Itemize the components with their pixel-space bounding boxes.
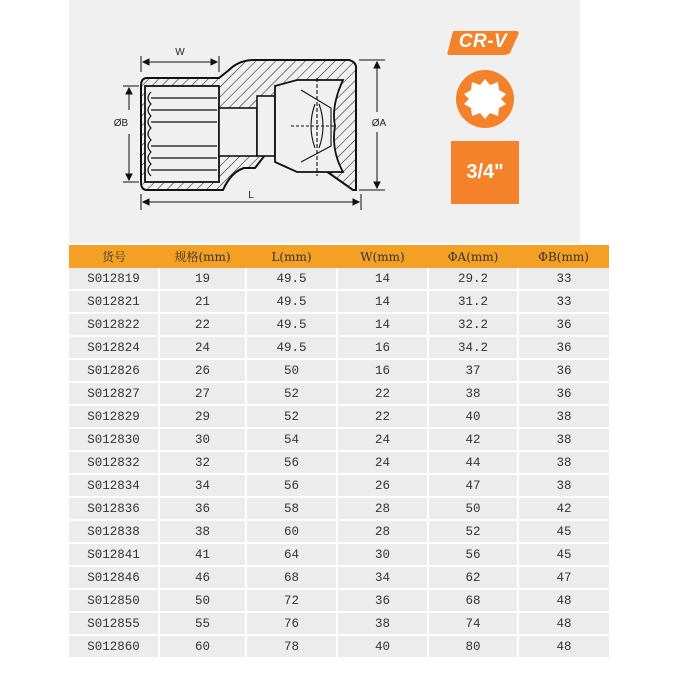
cell-length: 49.5	[246, 268, 337, 290]
cell-width: 24	[337, 451, 428, 474]
cell-diameter-a: 47	[428, 474, 518, 497]
cell-diameter-b: 36	[518, 359, 609, 382]
drive-size-badge: 3/4"	[451, 141, 519, 204]
table-header-row	[69, 245, 609, 268]
cell-diameter-a: 56	[428, 543, 518, 566]
cell-width: 24	[337, 428, 428, 451]
cell-size: 32	[159, 451, 246, 474]
table-row	[69, 474, 609, 497]
cell-diameter-b: 36	[518, 382, 609, 405]
cell-length: 72	[246, 589, 337, 612]
cell-length: 56	[246, 474, 337, 497]
cell-diameter-a: 34.2	[428, 336, 518, 359]
dim-l-label: L	[248, 190, 254, 201]
table-row	[69, 359, 609, 382]
cell-diameter-b: 38	[518, 428, 609, 451]
table-row	[69, 612, 609, 635]
center-bore	[219, 108, 257, 156]
cell-size: 34	[159, 474, 246, 497]
dim-w-label: W	[175, 47, 185, 58]
cell-size: 24	[159, 336, 246, 359]
table-row	[69, 405, 609, 428]
cell-diameter-a: 32.2	[428, 313, 518, 336]
cell-size: 55	[159, 612, 246, 635]
cell-diameter-b: 33	[518, 268, 609, 290]
material-badge-label: CR-V	[458, 31, 508, 52]
dim-a-label: ØA	[371, 118, 387, 129]
cell-diameter-a: 52	[428, 520, 518, 543]
table-row	[69, 382, 609, 405]
cell-width: 34	[337, 566, 428, 589]
cell-width: 22	[337, 405, 428, 428]
cell-part-no: S012827	[69, 382, 159, 405]
table-row	[69, 268, 609, 290]
socket-spec-table	[69, 245, 609, 659]
twelve-point-ring-icon	[454, 68, 516, 130]
cell-diameter-b: 45	[518, 520, 609, 543]
cell-diameter-b: 36	[518, 313, 609, 336]
cell-width: 28	[337, 520, 428, 543]
cell-part-no: S012832	[69, 451, 159, 474]
col-header-width: W(mm)	[337, 245, 428, 268]
cell-size: 29	[159, 405, 246, 428]
cell-part-no: S012855	[69, 612, 159, 635]
col-header-length: L(mm)	[246, 245, 337, 268]
cell-length: 49.5	[246, 290, 337, 313]
table-row	[69, 290, 609, 313]
cell-size: 50	[159, 589, 246, 612]
cell-diameter-a: 37	[428, 359, 518, 382]
cell-diameter-a: 62	[428, 566, 518, 589]
cell-diameter-b: 48	[518, 612, 609, 635]
cell-part-no: S012860	[69, 635, 159, 658]
col-header-diameter-a: ΦA(mm)	[428, 245, 518, 268]
cell-width: 16	[337, 359, 428, 382]
cell-size: 27	[159, 382, 246, 405]
cell-diameter-b: 38	[518, 405, 609, 428]
dim-b-label: ØB	[113, 118, 129, 129]
cell-size: 30	[159, 428, 246, 451]
cell-width: 22	[337, 382, 428, 405]
cell-diameter-b: 48	[518, 589, 609, 612]
cell-part-no: S012821	[69, 290, 159, 313]
cell-width: 30	[337, 543, 428, 566]
cell-part-no: S012819	[69, 268, 159, 290]
cell-size: 46	[159, 566, 246, 589]
cell-length: 76	[246, 612, 337, 635]
table-row	[69, 313, 609, 336]
cell-width: 28	[337, 497, 428, 520]
cell-width: 14	[337, 290, 428, 313]
cell-length: 49.5	[246, 313, 337, 336]
cell-diameter-b: 38	[518, 451, 609, 474]
table-row	[69, 566, 609, 589]
cell-part-no: S012834	[69, 474, 159, 497]
cell-part-no: S012846	[69, 566, 159, 589]
cell-diameter-b: 48	[518, 635, 609, 658]
cell-diameter-a: 38	[428, 382, 518, 405]
cell-diameter-a: 29.2	[428, 268, 518, 290]
cell-length: 78	[246, 635, 337, 658]
cell-size: 60	[159, 635, 246, 658]
cell-width: 26	[337, 474, 428, 497]
cell-diameter-a: 42	[428, 428, 518, 451]
cell-size: 26	[159, 359, 246, 382]
cell-part-no: S012822	[69, 313, 159, 336]
cell-length: 52	[246, 382, 337, 405]
cell-diameter-a: 74	[428, 612, 518, 635]
cell-diameter-a: 80	[428, 635, 518, 658]
cell-width: 36	[337, 589, 428, 612]
cell-size: 22	[159, 313, 246, 336]
cell-length: 50	[246, 359, 337, 382]
cell-length: 49.5	[246, 336, 337, 359]
cell-diameter-a: 68	[428, 589, 518, 612]
cell-size: 41	[159, 543, 246, 566]
cell-diameter-b: 42	[518, 497, 609, 520]
table-row	[69, 635, 609, 658]
cell-size: 19	[159, 268, 246, 290]
cell-part-no: S012838	[69, 520, 159, 543]
table-row	[69, 428, 609, 451]
cell-size: 38	[159, 520, 246, 543]
cell-length: 56	[246, 451, 337, 474]
cell-diameter-a: 44	[428, 451, 518, 474]
cell-part-no: S012829	[69, 405, 159, 428]
cell-diameter-b: 33	[518, 290, 609, 313]
cell-diameter-b: 47	[518, 566, 609, 589]
table-row	[69, 543, 609, 566]
cell-part-no: S012824	[69, 336, 159, 359]
col-header-part-no: 货号	[69, 245, 159, 268]
cell-length: 64	[246, 543, 337, 566]
table-row	[69, 520, 609, 543]
table-row	[69, 589, 609, 612]
table-row	[69, 451, 609, 474]
cell-size: 21	[159, 290, 246, 313]
cell-length: 58	[246, 497, 337, 520]
cell-width: 14	[337, 268, 428, 290]
cell-part-no: S012830	[69, 428, 159, 451]
cell-width: 16	[337, 336, 428, 359]
cell-length: 68	[246, 566, 337, 589]
cell-width: 38	[337, 612, 428, 635]
drive-square-bore	[145, 86, 219, 182]
table-row	[69, 336, 609, 359]
cell-length: 60	[246, 520, 337, 543]
cell-part-no: S012836	[69, 497, 159, 520]
table-row	[69, 497, 609, 520]
cell-part-no: S012841	[69, 543, 159, 566]
cell-width: 14	[337, 313, 428, 336]
cell-diameter-b: 38	[518, 474, 609, 497]
cell-diameter-b: 36	[518, 336, 609, 359]
cell-length: 54	[246, 428, 337, 451]
col-header-diameter-b: ΦB(mm)	[518, 245, 609, 268]
cell-size: 36	[159, 497, 246, 520]
cell-part-no: S012826	[69, 359, 159, 382]
cell-diameter-a: 50	[428, 497, 518, 520]
cell-diameter-a: 31.2	[428, 290, 518, 313]
cell-diameter-a: 40	[428, 405, 518, 428]
col-header-size: 规格(mm)	[159, 245, 246, 268]
cell-part-no: S012850	[69, 589, 159, 612]
cell-width: 40	[337, 635, 428, 658]
cell-length: 52	[246, 405, 337, 428]
cell-diameter-b: 45	[518, 543, 609, 566]
